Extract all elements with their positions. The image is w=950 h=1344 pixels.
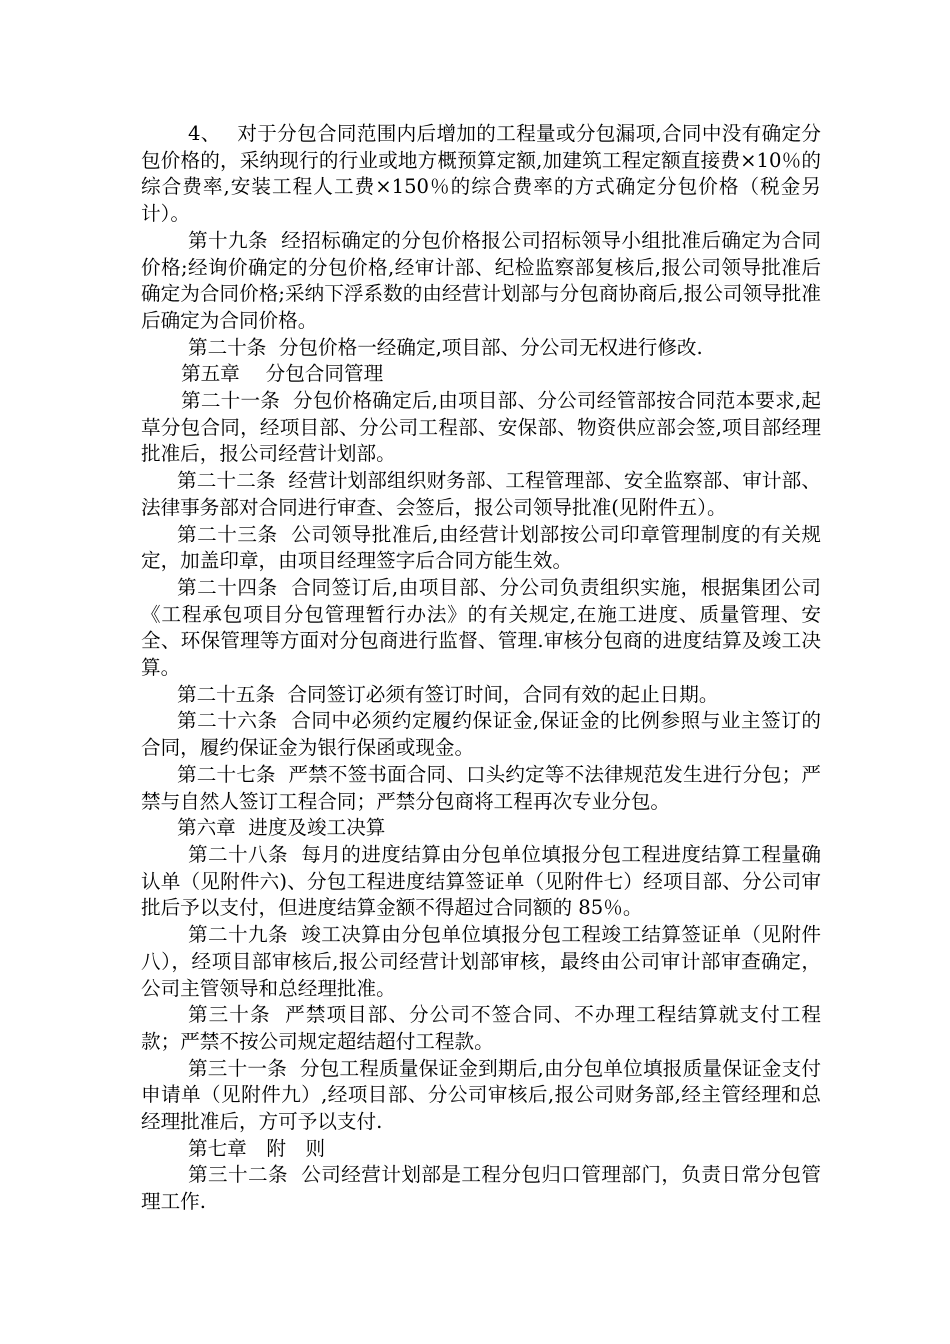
article-26: 第二十六条 合同中必须约定履约保证金,保证金的比例参照与业主签订的合同，履约保证金为银行保函或现金。 (141, 709, 821, 760)
article-24: 第二十四条 合同签订后,由项目部、分公司负责组织实施，根据集团公司《工程承包项目分包管理暂行办法》的有关规定,在施工进度、质量管理、安全、环保管理等方面对分包商进行监督、管理.审核分包商的进度结算及竣工决算。 (141, 575, 821, 680)
article-27: 第二十七条 严禁不签书面合同、口头约定等不法律规范发生进行分包；严禁与自然人签订工程合同；严禁分包商将工程再次专业分包。 (141, 762, 821, 813)
chapter-5-heading: 第五章 分包合同管理 (181, 362, 384, 386)
article-30: 第三十条 严禁项目部、分公司不签合同、不办理工程结算就支付工程款；严禁不按公司规定超结超付工程款。 (141, 1003, 821, 1053)
article-29: 第二十九条 竣工决算由分包单位填报分包工程竣工结算签证单（见附件八），经项目部审核后,报公司经营计划部审核，最终由公司审计部审查确定，公司主管领导和总经理批准。 (141, 923, 821, 1000)
article-22: 第二十二条 经营计划部组织财务部、工程管理部、安全监察部、审计部、法律事务部对合同进行审查、会签后，报公司领导批准(见附件五）。 (141, 469, 821, 519)
article-20: 第二十条 分包价格一经确定,项目部、分公司无权进行修改. (188, 335, 703, 359)
chapter-7-heading: 第七章 附 则 (188, 1136, 326, 1160)
article-23: 第二十三条 公司领导批准后,由经营计划部按公司印章管理制度的有关规定，加盖印章，由项目经理签字后合同方能生效。 (141, 522, 821, 573)
article-32: 第三十二条 公司经营计划部是工程分包归口管理部门，负责日常分包管理工作. (141, 1163, 821, 1214)
article-31: 第三十一条 分包工程质量保证金到期后,由分包单位填报质量保证金支付申请单（见附件九）,经项目部、分公司审核后,报公司财务部,经主管经理和总经理批准后，方可予以支付. (141, 1056, 821, 1134)
article-21: 第二十一条 分包价格确定后,由项目部、分公司经管部按合同范本要求,起草分包合同，经项目部、分公司工程部、安保部、物资供应部会签,项目部经理批准后，报公司经营计划部。 (141, 389, 821, 466)
paragraph-item-4: 4、 对于分包合同范围内后增加的工程量或分包漏项,合同中没有确定分包价格的，采纳现行的行业或地方概预算定额,加建筑工程定额直接费×10％的综合费率,安装工程人工费×150％的综合费率的方式确定分包价格（税金另计）。 (141, 122, 821, 226)
document-body (141, 121, 821, 1216)
article-19: 第十九条 经招标确定的分包价格报公司招标领导小组批准后确定为合同价格;经询价确定的分包价格,经审计部、纪检监察部复核后,报公司领导批准后确定为合同价格;采纳下浮系数的由经营计划部与分包商协商后,报公司领导批准后确定为合同价格。 (141, 228, 821, 332)
chapter-6-heading: 第六章 进度及竣工决算 (177, 816, 386, 840)
article-25: 第二十五条 合同签订必须有签订时间，合同有效的起止日期。 (177, 682, 719, 706)
article-28: 第二十八条 每月的进度结算由分包单位填报分包工程进度结算工程量确认单（见附件六)、分包工程进度结算签证单（见附件七）经项目部、分公司审批后予以支付，但进度结算金额不得超过合同额的 85％。 (141, 842, 821, 920)
